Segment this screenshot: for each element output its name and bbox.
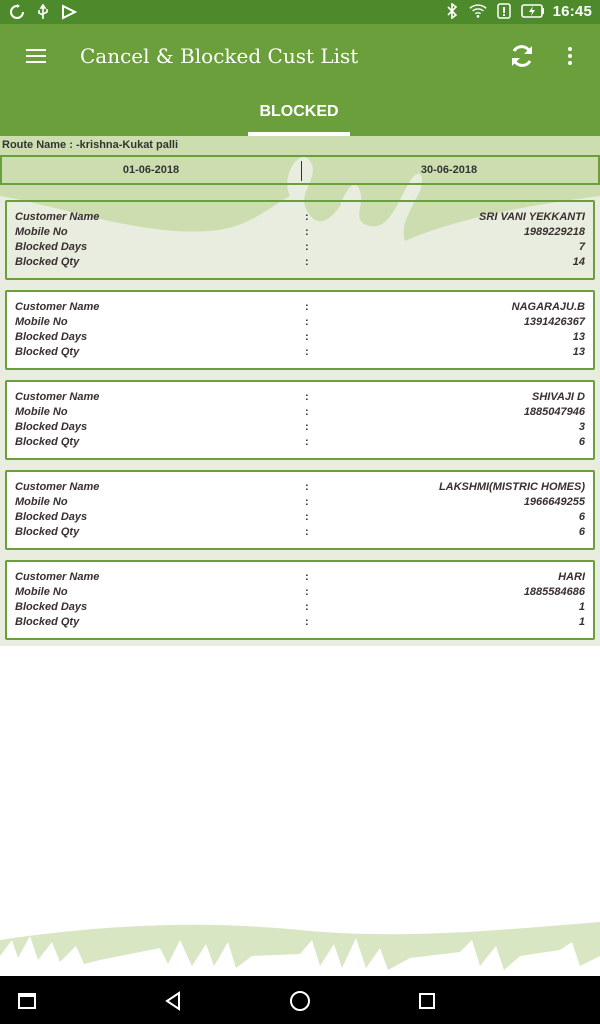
customer-list xyxy=(5,200,595,650)
date-range-bar xyxy=(0,155,600,185)
blocked-qty-value: 6 xyxy=(578,526,585,538)
blocked-qty-label: Blocked Qty xyxy=(15,526,80,538)
separator: : xyxy=(305,436,309,448)
blocked-qty-row xyxy=(15,256,585,271)
alert-icon xyxy=(495,2,513,20)
blocked-days-row xyxy=(15,421,585,436)
separator: : xyxy=(305,511,309,523)
status-time: 16:45 xyxy=(552,2,592,20)
customer-card[interactable] xyxy=(5,560,595,640)
customer-name-label: Customer Name xyxy=(15,481,100,493)
blocked-days-value: 3 xyxy=(578,421,585,433)
tab-bar xyxy=(0,88,600,136)
customer-card[interactable] xyxy=(5,200,595,280)
back-button[interactable] xyxy=(160,988,186,1014)
hamburger-icon xyxy=(26,48,46,64)
customer-name-row xyxy=(15,211,585,226)
mobile-value: 1966649255 xyxy=(523,496,585,508)
mobile-value: 1885584686 xyxy=(523,586,585,598)
separator: : xyxy=(305,316,309,328)
blocked-qty-row xyxy=(15,346,585,361)
mobile-value: 1989229218 xyxy=(523,226,585,238)
customer-name-label: Customer Name xyxy=(15,571,100,583)
blocked-days-row xyxy=(15,241,585,256)
blocked-days-label: Blocked Days xyxy=(15,241,88,253)
blocked-qty-label: Blocked Qty xyxy=(15,346,80,358)
wifi-icon xyxy=(469,2,487,20)
customer-name-row xyxy=(15,301,585,316)
customer-name-value: HARI xyxy=(558,571,585,583)
separator: : xyxy=(305,601,309,613)
separator: : xyxy=(305,301,309,313)
customer-name-label: Customer Name xyxy=(15,391,100,403)
tab-blocked[interactable]: BLOCKED xyxy=(259,103,339,120)
mobile-label: Mobile No xyxy=(15,586,68,598)
separator: : xyxy=(305,391,309,403)
mobile-row xyxy=(15,226,585,241)
separator: : xyxy=(305,406,309,418)
bluetooth-icon xyxy=(443,2,461,20)
customer-card[interactable] xyxy=(5,290,595,370)
separator: : xyxy=(305,616,309,628)
blocked-days-row xyxy=(15,511,585,526)
customer-name-row xyxy=(15,481,585,496)
separator: : xyxy=(305,256,309,268)
blocked-days-row xyxy=(15,601,585,616)
home-icon xyxy=(289,990,311,1012)
blocked-qty-row xyxy=(15,436,585,451)
usb-icon xyxy=(34,3,52,21)
blocked-qty-row xyxy=(15,526,585,541)
more-vert-icon xyxy=(567,46,573,66)
refresh-icon xyxy=(508,42,536,70)
mobile-label: Mobile No xyxy=(15,496,68,508)
battery-icon xyxy=(521,2,545,20)
mobile-value: 1885047946 xyxy=(523,406,585,418)
blocked-days-label: Blocked Days xyxy=(15,421,88,433)
separator: : xyxy=(305,496,309,508)
blocked-days-label: Blocked Days xyxy=(15,511,88,523)
blocked-days-label: Blocked Days xyxy=(15,331,88,343)
route-name: Route Name : -krishna-Kukat palli xyxy=(2,139,179,151)
customer-name-label: Customer Name xyxy=(15,301,100,313)
blocked-qty-value: 1 xyxy=(578,616,585,628)
blocked-qty-value: 6 xyxy=(578,436,585,448)
sync-icon xyxy=(8,3,26,21)
separator: : xyxy=(305,481,309,493)
blocked-qty-label: Blocked Qty xyxy=(15,256,80,268)
blocked-days-value: 7 xyxy=(578,241,585,253)
separator: : xyxy=(305,421,309,433)
refresh-button[interactable] xyxy=(504,38,540,74)
separator: : xyxy=(305,346,309,358)
nav-bar xyxy=(0,976,600,1024)
customer-name-label: Customer Name xyxy=(15,211,100,223)
app-bar xyxy=(0,24,600,88)
menu-button[interactable] xyxy=(16,40,56,72)
blocked-qty-row xyxy=(15,616,585,631)
play-store-icon xyxy=(60,3,78,21)
recents-icon xyxy=(17,991,37,1011)
customer-name-value: SRI VANI YEKKANTI xyxy=(479,211,585,223)
customer-card[interactable] xyxy=(5,470,595,550)
customer-name-value: NAGARAJU.B xyxy=(511,301,585,313)
mobile-row xyxy=(15,406,585,421)
customer-card[interactable] xyxy=(5,380,595,460)
mobile-row xyxy=(15,316,585,331)
mobile-label: Mobile No xyxy=(15,226,68,238)
grass-decoration xyxy=(0,900,600,976)
date-divider xyxy=(301,161,302,181)
more-options-button[interactable] xyxy=(556,40,584,72)
blocked-days-value: 13 xyxy=(572,331,585,343)
mobile-row xyxy=(15,586,585,601)
recents-button[interactable] xyxy=(14,988,40,1014)
mobile-label: Mobile No xyxy=(15,316,68,328)
overview-icon xyxy=(417,991,437,1011)
to-date[interactable]: 30-06-2018 xyxy=(420,164,478,176)
customer-name-row xyxy=(15,571,585,586)
status-bar xyxy=(0,0,600,24)
separator: : xyxy=(305,241,309,253)
blocked-qty-value: 13 xyxy=(572,346,585,358)
blocked-qty-value: 14 xyxy=(572,256,585,268)
blocked-days-value: 6 xyxy=(578,511,585,523)
blocked-qty-label: Blocked Qty xyxy=(15,616,80,628)
separator: : xyxy=(305,211,309,223)
from-date[interactable]: 01-06-2018 xyxy=(122,164,180,176)
blocked-qty-label: Blocked Qty xyxy=(15,436,80,448)
mobile-row xyxy=(15,496,585,511)
separator: : xyxy=(305,226,309,238)
back-icon xyxy=(163,991,183,1011)
separator: : xyxy=(305,526,309,538)
home-button[interactable] xyxy=(287,988,313,1014)
blocked-days-row xyxy=(15,331,585,346)
blocked-days-value: 1 xyxy=(578,601,585,613)
customer-name-value: LAKSHMI(MISTRIC HOMES) xyxy=(438,481,585,493)
separator: : xyxy=(305,571,309,583)
separator: : xyxy=(305,331,309,343)
customer-name-row xyxy=(15,391,585,406)
customer-name-value: SHIVAJI D xyxy=(532,391,585,403)
mobile-value: 1391426367 xyxy=(523,316,585,328)
overview-button[interactable] xyxy=(414,988,440,1014)
separator: : xyxy=(305,586,309,598)
mobile-label: Mobile No xyxy=(15,406,68,418)
page-title: Cancel & Blocked Cust List xyxy=(80,44,359,68)
blocked-days-label: Blocked Days xyxy=(15,601,88,613)
